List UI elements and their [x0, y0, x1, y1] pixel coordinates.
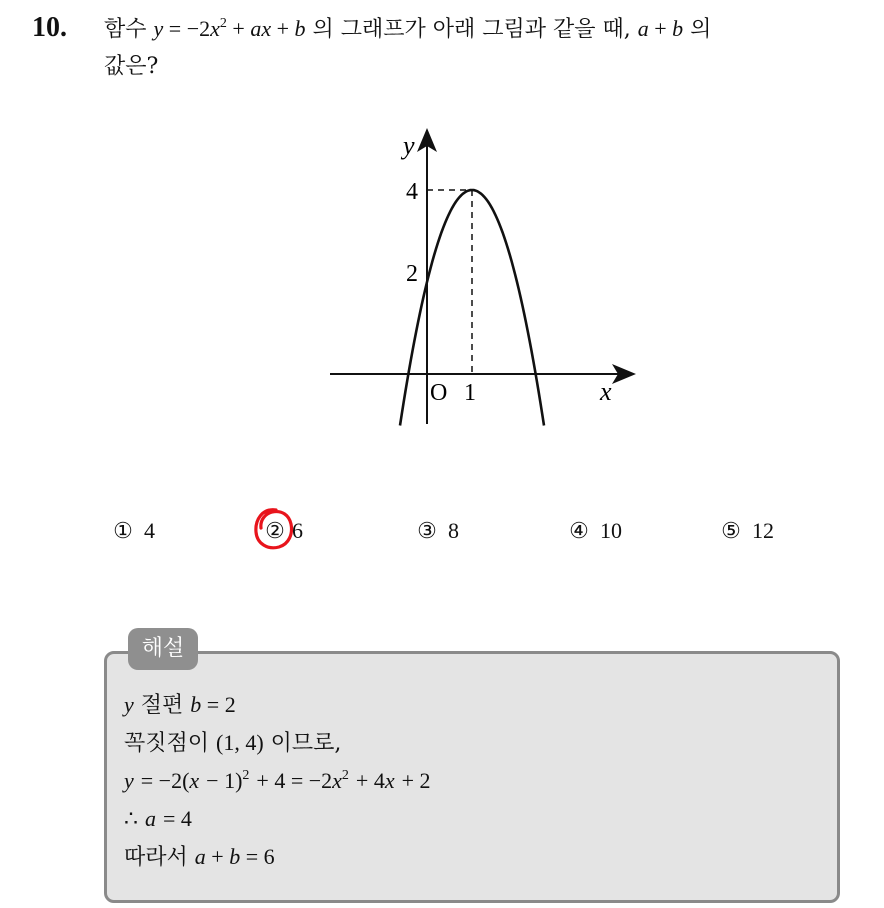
choice-3[interactable]: ③ 8 — [417, 518, 459, 544]
choice-5[interactable]: ⑤ 12 — [721, 518, 774, 544]
origin-label: O — [430, 380, 448, 406]
choice-1[interactable]: ① 4 — [113, 518, 155, 544]
question-suffix: 의 — [690, 17, 712, 42]
x-axis-label: x — [600, 377, 612, 406]
solution-tag: 해설 — [128, 628, 198, 670]
solution-line4: ∴ a = 4 — [124, 806, 192, 831]
parabola-graph — [320, 120, 640, 440]
solution-line2: 꼭짓점이 (1, 4) 이므로, — [124, 730, 342, 756]
solution-line1: y 절편 b = 2 — [124, 692, 236, 718]
choice-4[interactable]: ④ 10 — [569, 518, 622, 544]
x-tick-label-1: 1 — [464, 380, 476, 406]
choice-2[interactable]: ② 6 — [265, 518, 303, 544]
question-prefix: 함수 — [104, 17, 147, 42]
question-text-line1 — [104, 14, 711, 45]
y-axis-label: y — [403, 131, 415, 160]
y-tick-label-2: 2 — [406, 261, 418, 287]
question-text-line2: 값은? — [104, 54, 159, 79]
solution-line3: $y = -2(x - 1)^2 + 4 = -2x^2 + 4x + 2$ — [124, 767, 431, 793]
question-number: 10. — [32, 12, 67, 43]
solution-line5: 따라서 a + b = 6 — [124, 844, 275, 870]
question-target: a + b — [637, 16, 684, 41]
y-tick-label-4: 4 — [406, 179, 418, 205]
question-middle: 의 그래프가 아래 그림과 같을 때, — [312, 17, 631, 42]
answer-choices — [0, 514, 884, 550]
question-formula: $y = -2x^2$ + ax + b — [153, 15, 306, 41]
selected-answer-mark — [252, 506, 296, 552]
